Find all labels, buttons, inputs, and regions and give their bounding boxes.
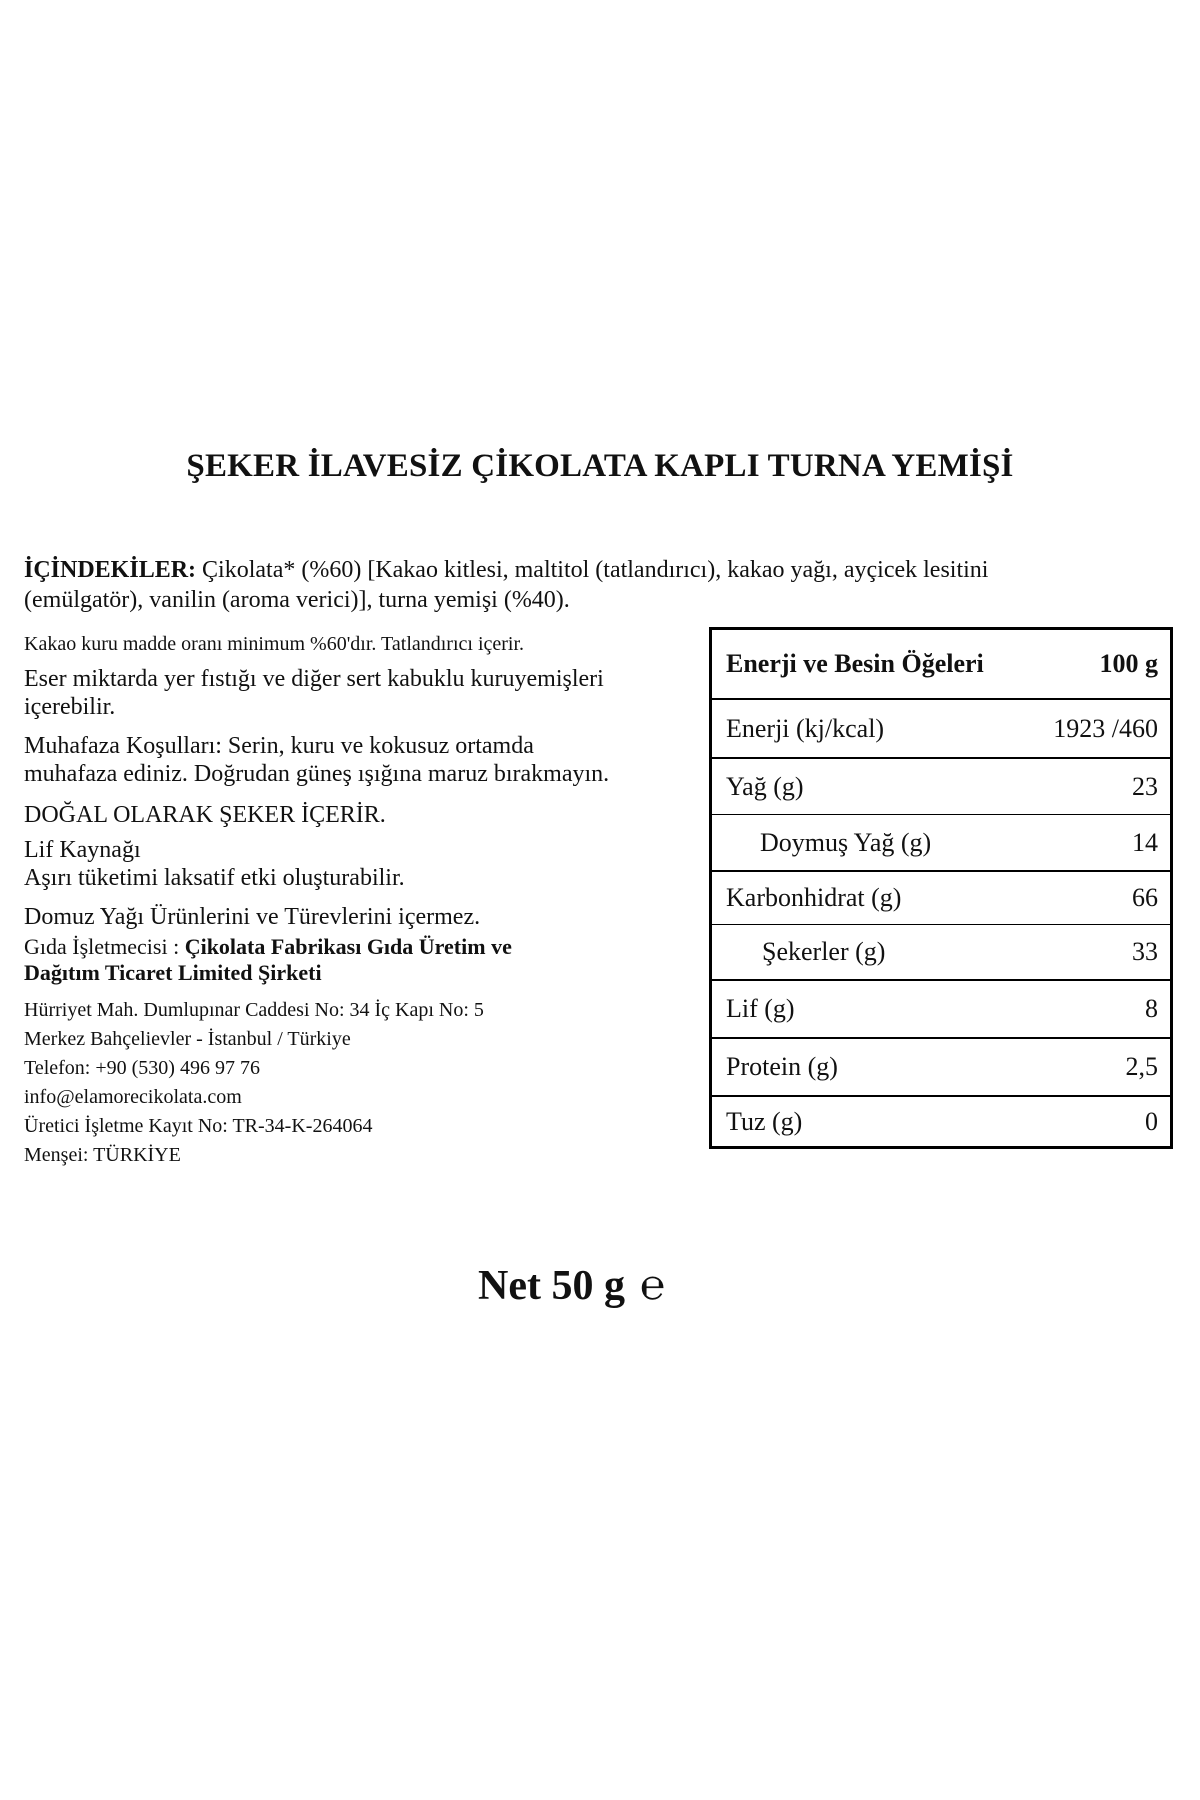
nutrition-header-value: 100 g [1099, 649, 1158, 678]
fiber-source-note: Lif Kaynağı [24, 837, 141, 863]
allergen-note-line1: Eser miktarda yer fıstığı ve diğer sert kabuklu kuruyemişleri [24, 666, 604, 692]
nutrition-label: Tuz (g) [726, 1106, 803, 1136]
nutrition-header-label: Enerji ve Besin Öğeleri [726, 649, 984, 678]
nutrition-row-salt [712, 1095, 1170, 1146]
product-title: ŞEKER İLAVESİZ ÇİKOLATA KAPLI TURNA YEMİŞİ [186, 448, 1014, 484]
storage-note-line2: muhafaza ediniz. Doğrudan güneş ışığına maruz bırakmayın. [24, 761, 610, 787]
pork-free-note: Domuz Yağı Ürünlerini ve Türevlerini içermez. [24, 904, 481, 930]
nutrition-row-energy [712, 698, 1170, 757]
nutrition-header-row [712, 630, 1170, 698]
nutrition-value: 8 [1145, 994, 1158, 1023]
ingredients-label: İÇİNDEKİLER: [24, 557, 197, 583]
nutrition-row-protein [712, 1037, 1170, 1095]
ingredients-text-line1: Çikolata* (%60) [Kakao kitlesi, maltitol (tatlandırıcı), kakao yağı, ayçicek lesitini [196, 557, 989, 583]
nutrition-table [709, 627, 1173, 1149]
nutrition-value: 33 [1132, 937, 1158, 966]
nutrition-label: Enerji (kj/kcal) [726, 713, 885, 743]
nutrition-label: Protein (g) [726, 1052, 838, 1081]
nutrition-label: Karbonhidrat (g) [726, 883, 902, 912]
nutrition-row-saturated-fat [712, 814, 1170, 870]
nutrition-value: 66 [1132, 883, 1158, 912]
nutrition-row-fat [712, 757, 1170, 814]
address-line2: Merkez Bahçelievler - İstanbul / Türkiye [24, 1028, 351, 1050]
laxative-note: Aşırı tüketimi laksatif etki oluşturabilir. [24, 865, 405, 891]
nutrition-row-carbohydrate [712, 870, 1170, 924]
ingredients-text-line2: (emülgatör), vanilin (aroma verici)], turna yemişi (%40). [24, 587, 570, 613]
nutrition-row-fiber [712, 979, 1170, 1037]
storage-note-line1: Muhafaza Koşulları: Serin, kuru ve kokusuz ortamda [24, 733, 534, 759]
natural-sugar-note: DOĞAL OLARAK ŞEKER İÇERİR. [24, 802, 386, 828]
registration-number: Üretici İşletme Kayıt No: TR-34-K-264064 [24, 1115, 373, 1137]
address-line1: Hürriyet Mah. Dumlupınar Caddesi No: 34 İç Kapı No: 5 [24, 999, 484, 1021]
operator-name-line2: Dağıtım Ticaret Limited Şirketi [24, 960, 322, 985]
nutrition-value: 14 [1132, 827, 1158, 857]
phone: Telefon: +90 (530) 496 97 76 [24, 1057, 260, 1079]
nutrition-label: Lif (g) [726, 994, 795, 1023]
allergen-note [24, 665, 704, 721]
nutrition-value: 1923 /460 [1053, 713, 1158, 743]
company-address [24, 998, 704, 1172]
nutrition-value: 0 [1145, 1106, 1158, 1136]
nutrition-label: Yağ (g) [726, 771, 804, 801]
operator-name-line1: Çikolata Fabrikası Gıda Üretim ve [184, 934, 512, 959]
ingredients-block [24, 555, 1164, 615]
food-operator [24, 934, 704, 986]
nutrition-value: 23 [1132, 771, 1158, 801]
origin: Menşei: TÜRKİYE [24, 1144, 181, 1166]
operator-label: Gıda İşletmecisi : [24, 934, 185, 959]
nutrition-value: 2,5 [1125, 1052, 1158, 1081]
cocoa-note: Kakao kuru madde oranı minimum %60'dır. Tatlandırıcı içerir. [24, 633, 525, 655]
storage-note [24, 732, 704, 788]
allergen-note-line2: içerebilir. [24, 694, 116, 720]
email: info@elamorecikolata.com [24, 1086, 242, 1108]
nutrition-label: Şekerler (g) [762, 937, 886, 966]
nutrition-label: Doymuş Yağ (g) [760, 827, 932, 857]
nutrition-row-sugars [712, 924, 1170, 979]
estimated-sign-icon: ℮ [640, 1263, 666, 1309]
net-weight: Net 50 g [478, 1263, 625, 1309]
